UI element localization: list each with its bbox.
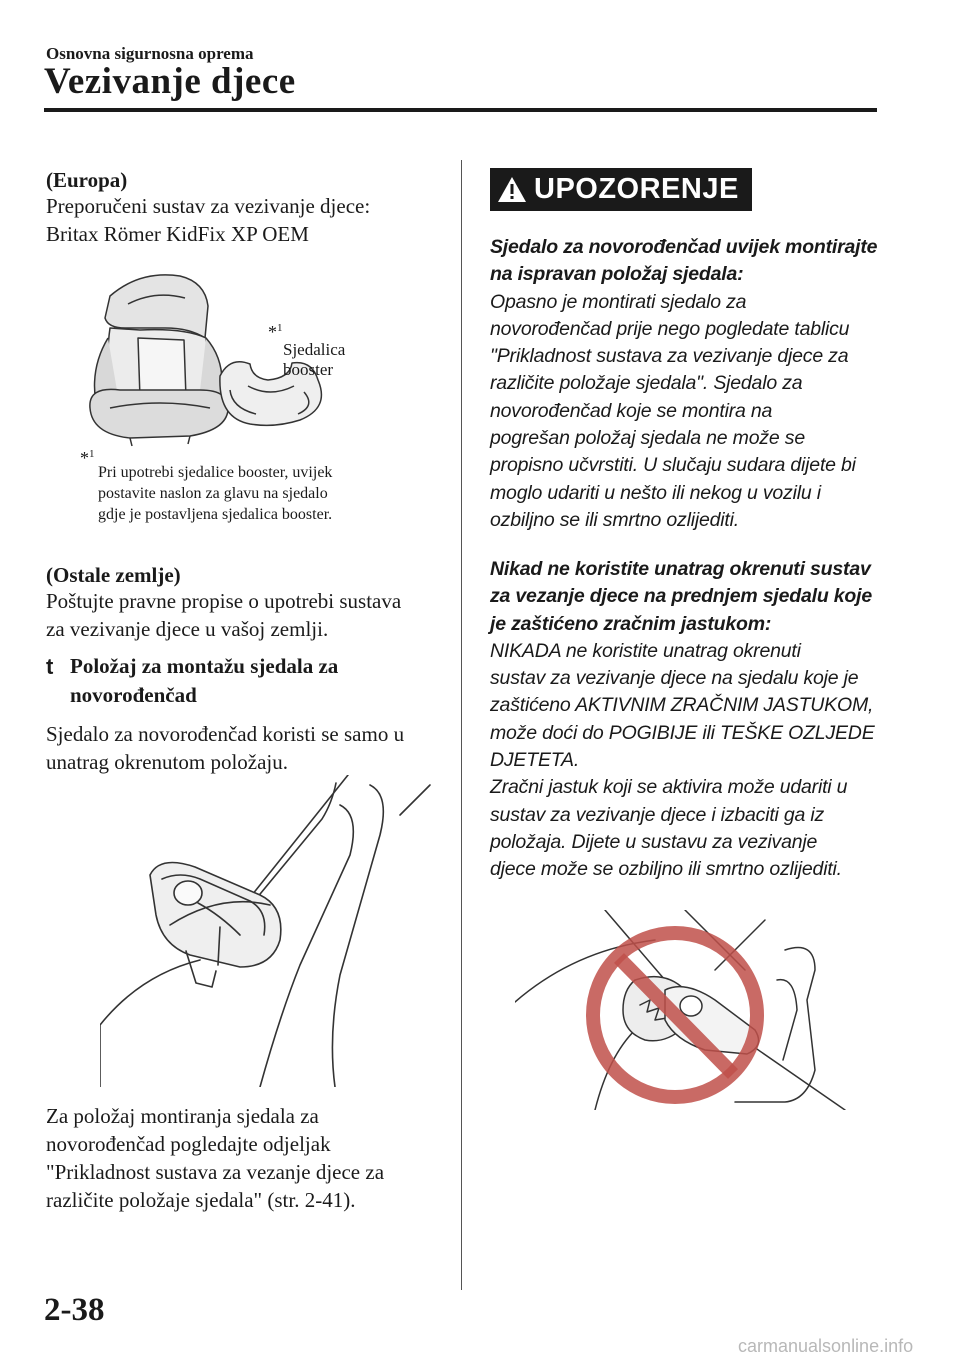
page-title: Vezivanje djece [44, 61, 296, 102]
infant-line: Sjedalo za novorođenčad koristi se samo u [46, 722, 405, 746]
warning-line: Zračni jastuk koji se aktivira može udariti u [490, 776, 848, 799]
booster-footnote-marker: *$^1$ [268, 322, 283, 342]
europa-heading: (Europa) [46, 168, 128, 192]
heading-line: Položaj za montažu sjedala za [70, 654, 339, 678]
section-label: Osnovna sigurnosna oprema [46, 44, 254, 63]
warning-line: "Prikladnost sustava za vezivanje djece za [490, 345, 849, 368]
warning-triangle-icon [490, 168, 534, 211]
warning-line: moglo udariti u nešto ili nekog u vozilu i [490, 481, 821, 504]
infant-seat-position-heading [70, 652, 430, 710]
warning-line: djece može se ozbiljno ili smrtno ozlijediti. [490, 858, 842, 881]
other-countries-heading: (Ostale zemlje) [46, 563, 181, 587]
page-number: 2-38 [44, 1292, 105, 1328]
warning-paragraph-1 [490, 234, 890, 534]
warning-line: sustav za vezivanje djece na sjedalu koje je [490, 667, 859, 690]
warning-bold-line: na ispravan položaj sjedala: [490, 263, 744, 286]
warning-line: zaštićeno AKTIVNIM ZRAČNIM JASTUKOM, [490, 694, 874, 717]
position-line: različite položaje sjedala" (str. 2-41). [46, 1188, 356, 1212]
note-line: Pri upotrebi sjedalice booster, uvijek [98, 464, 333, 481]
infant-seat-text [46, 720, 438, 776]
booster-label-line: Sjedalica [283, 340, 346, 359]
heading-line: novorođenčad [70, 683, 197, 707]
booster-label-line: booster [283, 360, 334, 379]
title-rule [44, 108, 877, 112]
note-footnote-marker: *$^1$ [80, 448, 95, 468]
bullet-marker: t [46, 654, 54, 679]
other-line: Poštujte pravne propise o upotrebi sustava [46, 589, 402, 613]
other-line: za vezivanje djece u vašoj zemlji. [46, 617, 329, 641]
europa-line: Preporučeni sustav za vezivanje djece: [46, 194, 371, 218]
booster-note [98, 462, 398, 525]
warning-bold-line: Sjedalo za novorođenčad uvijek montirajte [490, 236, 878, 258]
position-reference-text [46, 1102, 446, 1214]
watermark: carmanualsonline.info [738, 1336, 914, 1356]
warning-line: može doći do POGIBIJE ili TEŠKE OZLJEDE [490, 721, 875, 744]
position-line: novorođenčad pogledajte odjeljak [46, 1132, 331, 1156]
note-line: postavite naslon za glavu na sjedalo [98, 485, 328, 502]
note-line: gdje je postavljena sjedalica booster. [98, 506, 333, 523]
position-line: Za položaj montiranja sjedala za [46, 1104, 319, 1128]
booster-label [283, 340, 373, 380]
airbag-prohibition-illustration [515, 910, 855, 1110]
warning-line: ozbiljno se ili smrtno ozlijediti. [490, 508, 739, 531]
infant-seat-illustration [100, 775, 455, 1087]
europa-line: Britax Römer KidFix XP OEM [46, 222, 309, 246]
warning-line: sustav za vezivanje djece i izbaciti ga iz [490, 803, 825, 826]
warning-line: novorođenčad koje se montira na [490, 399, 773, 422]
warning-line: različite položaje sjedala". Sjedalo za [490, 372, 803, 395]
column-divider [461, 160, 462, 1290]
warning-line: Opasno je montirati sjedalo za [490, 290, 747, 313]
europa-text [46, 192, 426, 248]
warning-bold-line: Nikad ne koristite unatrag okrenuti sustav [490, 558, 871, 580]
warning-line: propisno učvrstiti. U slučaju sudara dijete bi [490, 454, 856, 477]
warning-label: UPOZORENJE [534, 173, 739, 205]
warning-line: NIKADA ne koristite unatrag okrenuti [490, 639, 801, 662]
position-line: "Prikladnost sustava za vezanje djece za [46, 1160, 385, 1184]
warning-banner [490, 168, 752, 211]
infant-line: unatrag okrenutom položaju. [46, 750, 289, 774]
warning-line: DJETETA. [490, 749, 580, 772]
warning-bold-line: za vezanje djece na prednjem sjedalu koje [490, 585, 872, 608]
warning-line: novorođenčad prije nego pogledate tablicu [490, 317, 850, 340]
other-countries-text [46, 587, 436, 643]
warning-bold-line: je zaštićeno zračnim jastukom: [490, 612, 772, 635]
warning-line: položaja. Dijete u sustavu za vezivanje [490, 830, 818, 853]
warning-line: pogrešan položaj sjedala ne može se [490, 427, 805, 450]
warning-paragraph-2 [490, 556, 890, 884]
